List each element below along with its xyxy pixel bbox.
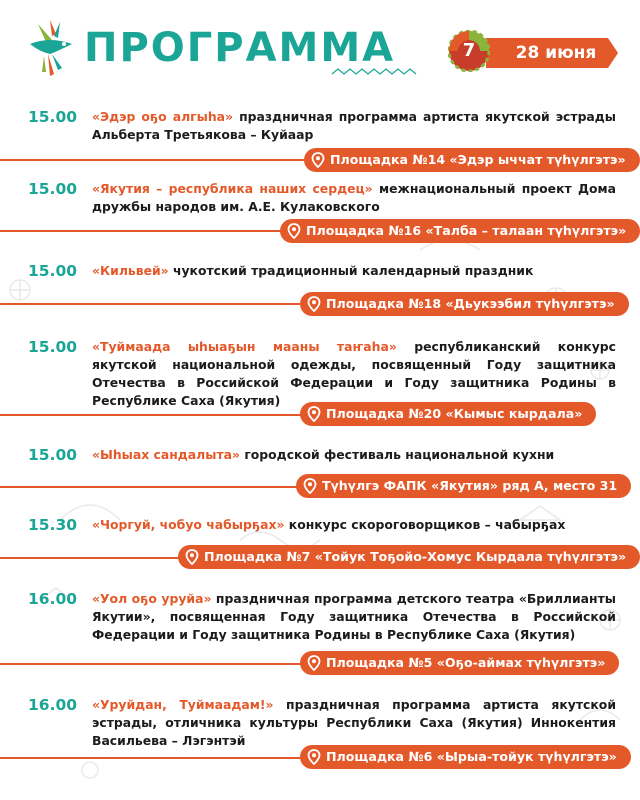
location-pin-icon bbox=[307, 296, 321, 312]
event-title: «Кильвей» bbox=[92, 263, 169, 278]
event-description bbox=[92, 338, 616, 410]
event-description bbox=[92, 590, 616, 644]
event-description bbox=[92, 180, 616, 216]
venue-badge bbox=[280, 219, 640, 243]
event-time: 15.00 bbox=[28, 446, 78, 464]
event-time: 15.00 bbox=[28, 262, 78, 280]
event-description bbox=[92, 108, 616, 144]
location-pin-icon bbox=[311, 152, 325, 168]
event-title: «Туймаада ыһыаҕын мааны таҥаһа» bbox=[92, 339, 397, 354]
location-pin-icon bbox=[307, 406, 321, 422]
location-pin-icon bbox=[185, 549, 199, 565]
date-badge-text: 28 июня bbox=[515, 43, 597, 63]
title-ornament bbox=[330, 66, 420, 80]
event-text: конкурс скороговорщиков – чабырҕах bbox=[284, 517, 566, 532]
event-title: «Уол оҕо уруйа» bbox=[92, 591, 212, 606]
event-time: 15.30 bbox=[28, 516, 78, 534]
event-divider bbox=[0, 303, 320, 305]
event-text: чукотский традиционный календарный праздник bbox=[168, 263, 534, 278]
event-description bbox=[92, 516, 616, 534]
venue-label: Түһүлгэ ФАПК «Якутия» ряд А, место 31 bbox=[322, 478, 618, 493]
venue-label: Площадка №16 «Талба – талаан түһүлгэтэ» bbox=[306, 223, 627, 238]
venue-badge bbox=[304, 148, 640, 172]
event-divider bbox=[0, 486, 320, 488]
event-divider bbox=[0, 414, 320, 416]
event-text: праздничная программа артиста якутской эстрады Альберта Третьякова – Куйаар bbox=[92, 109, 617, 142]
venue-badge bbox=[300, 745, 631, 769]
venue-badge bbox=[178, 545, 640, 569]
event-divider bbox=[0, 159, 320, 161]
event-divider bbox=[0, 230, 300, 232]
event-description bbox=[92, 446, 616, 464]
event-time: 15.00 bbox=[28, 338, 78, 356]
event-time: 16.00 bbox=[28, 590, 78, 608]
event-divider bbox=[0, 757, 320, 759]
venue-badge bbox=[300, 402, 596, 426]
venue-label: Площадка №18 «Дьукээбил түһүлгэтэ» bbox=[326, 296, 615, 311]
event-time: 16.00 bbox=[28, 696, 78, 714]
event-text: праздничная программа детского театра «Бриллианты Якутии», посвященная Году защитника Отечества в Российской Федерации и Году защитника Родины в Республике Саха (Якутия) bbox=[92, 591, 616, 642]
page-title: ПРОГРАММА bbox=[84, 25, 396, 71]
event-text: межнациональный проект Дома дружбы народов им. А.Е. Кулаковского bbox=[92, 181, 616, 214]
event-divider bbox=[0, 557, 200, 559]
event-text: городской фестиваль национальной кухни bbox=[240, 447, 555, 462]
event-description bbox=[92, 696, 616, 750]
event-title: «Ыһыах сандалыта» bbox=[92, 447, 240, 462]
event-description bbox=[92, 262, 616, 280]
location-pin-icon bbox=[303, 478, 317, 494]
event-divider bbox=[0, 663, 320, 665]
event-time: 15.00 bbox=[28, 108, 78, 126]
venue-badge bbox=[296, 474, 631, 498]
location-pin-icon bbox=[307, 655, 321, 671]
event-text: праздничная программа артиста якутской эстрады, отличника культуры Республики Саха (Якутия) Иннокентия Васильева – Лэгэнтэй bbox=[92, 697, 616, 748]
event-title: «Чоргуй, чобуо чабырҕах» bbox=[92, 517, 285, 532]
bird-logo-icon bbox=[26, 14, 78, 86]
location-pin-icon bbox=[307, 749, 321, 765]
venue-label: Площадка №20 «Кымыс кырдала» bbox=[326, 406, 583, 421]
venue-label: Площадка №5 «Оҕо-аймах түһүлгэтэ» bbox=[326, 655, 606, 670]
event-title: «Якутия – республика наших сердец» bbox=[92, 181, 373, 196]
venue-label: Площадка №14 «Эдэр ыччат түһүлгэтэ» bbox=[330, 152, 626, 167]
venue-label: Площадка №6 «Ырыа-тойук түһүлгэтэ» bbox=[326, 749, 617, 764]
date-badge-day: 7 bbox=[462, 40, 476, 61]
venue-badge bbox=[300, 651, 619, 675]
event-title: «Уруйдан, Туймаадам!» bbox=[92, 697, 274, 712]
location-pin-icon bbox=[287, 223, 301, 239]
event-text: республиканский конкурс якутской национальной одежды, посвященный Году защитника Отечества в Российской Федерации и Году защитника Родины в Республике Саха (Якутия) bbox=[92, 339, 616, 408]
event-title: «Эдэр оҕо алгыһа» bbox=[92, 109, 234, 124]
venue-label: Площадка №7 «Тойук Тоҕойо-Хомус Кырдала түһүлгэтэ» bbox=[204, 549, 627, 564]
event-time: 15.00 bbox=[28, 180, 78, 198]
venue-badge bbox=[300, 292, 629, 316]
